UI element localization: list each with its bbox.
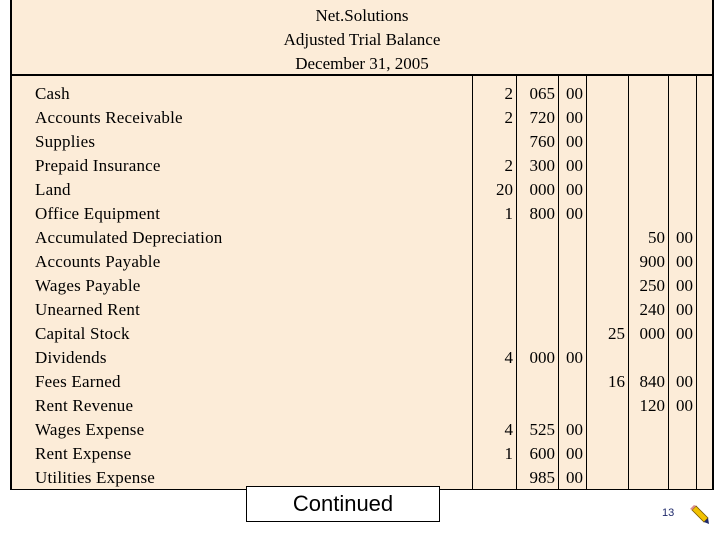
table-row	[0, 418, 720, 442]
account-name: Capital Stock	[35, 324, 130, 343]
credit-thousands-value: 16	[608, 372, 625, 391]
debit-thousands-value: 1	[504, 204, 513, 223]
report-title: Adjusted Trial Balance	[283, 30, 441, 49]
credit-units-value: 120	[639, 396, 665, 415]
debit-units-value: 760	[529, 132, 555, 151]
table-row	[0, 202, 720, 226]
debit-cents-value: 00	[566, 348, 583, 367]
table-row	[0, 130, 720, 154]
credit-units-value: 250	[639, 276, 665, 295]
account-name: Wages Payable	[35, 276, 141, 295]
debit-cents-value: 00	[566, 132, 583, 151]
debit-thousands-value: 2	[504, 108, 513, 127]
debit-cents-value: 00	[566, 444, 583, 463]
account-name: Supplies	[35, 132, 96, 151]
report-header	[10, 0, 714, 76]
credit-cents-value: 00	[676, 300, 693, 319]
account-name: Office Equipment	[35, 204, 161, 223]
table-row	[0, 82, 720, 106]
credit-units-value: 240	[639, 300, 665, 319]
report-date: December 31, 2005	[295, 54, 429, 73]
table-row	[0, 298, 720, 322]
debit-units-value: 720	[529, 108, 555, 127]
table-row	[0, 322, 720, 346]
credit-units-value: 000	[639, 324, 665, 343]
debit-cents-value: 00	[566, 468, 583, 487]
debit-cents-value: 00	[566, 204, 583, 223]
credit-units-value: 900	[639, 252, 665, 271]
credit-cents-value: 00	[676, 276, 693, 295]
account-name: Accounts Payable	[35, 252, 161, 271]
debit-thousands-value: 2	[504, 84, 513, 103]
account-name: Rent Revenue	[35, 396, 134, 415]
debit-cents-value: 00	[566, 180, 583, 199]
table-row	[0, 370, 720, 394]
table-row	[0, 274, 720, 298]
debit-thousands-value: 2	[504, 156, 513, 175]
continued-label: Continued	[246, 486, 440, 522]
table-row	[0, 394, 720, 418]
debit-units-value: 600	[529, 444, 555, 463]
account-name: Accounts Receivable	[35, 108, 183, 127]
debit-units-value: 000	[529, 180, 555, 199]
debit-thousands-value: 20	[496, 180, 513, 199]
credit-units-value: 840	[639, 372, 665, 391]
credit-thousands-value: 25	[608, 324, 625, 343]
debit-cents-value: 00	[566, 84, 583, 103]
debit-cents-value: 00	[566, 156, 583, 175]
debit-thousands-value: 4	[504, 420, 513, 439]
table-row	[0, 346, 720, 370]
debit-units-value: 300	[529, 156, 555, 175]
debit-thousands-value: 4	[504, 348, 513, 367]
table-row	[0, 442, 720, 466]
debit-units-value: 000	[529, 348, 555, 367]
credit-cents-value: 00	[676, 372, 693, 391]
credit-cents-value: 00	[676, 396, 693, 415]
account-name: Dividends	[35, 348, 107, 367]
table-row	[0, 250, 720, 274]
account-name: Prepaid Insurance	[35, 156, 161, 175]
credit-cents-value: 00	[676, 324, 693, 343]
table-row	[0, 178, 720, 202]
pencil-icon	[688, 504, 710, 526]
debit-cents-value: 00	[566, 420, 583, 439]
credit-units-value: 50	[648, 228, 665, 247]
account-name: Accumulated Depreciation	[35, 228, 223, 247]
company-name: Net.Solutions	[315, 6, 409, 25]
debit-units-value: 985	[529, 468, 555, 487]
debit-cents-value: 00	[566, 108, 583, 127]
credit-cents-value: 00	[676, 252, 693, 271]
account-name: Land	[35, 180, 71, 199]
account-name: Rent Expense	[35, 444, 132, 463]
account-name: Cash	[35, 84, 70, 103]
page-number: 13	[662, 507, 675, 519]
debit-units-value: 065	[529, 84, 555, 103]
debit-units-value: 800	[529, 204, 555, 223]
table-row	[0, 106, 720, 130]
account-name: Fees Earned	[35, 372, 121, 391]
debit-units-value: 525	[529, 420, 555, 439]
table-row	[0, 226, 720, 250]
credit-cents-value: 00	[676, 228, 693, 247]
debit-thousands-value: 1	[504, 444, 513, 463]
table-row	[0, 154, 720, 178]
account-name: Wages Expense	[35, 420, 145, 439]
account-name: Utilities Expense	[35, 468, 156, 487]
account-name: Unearned Rent	[35, 300, 141, 319]
